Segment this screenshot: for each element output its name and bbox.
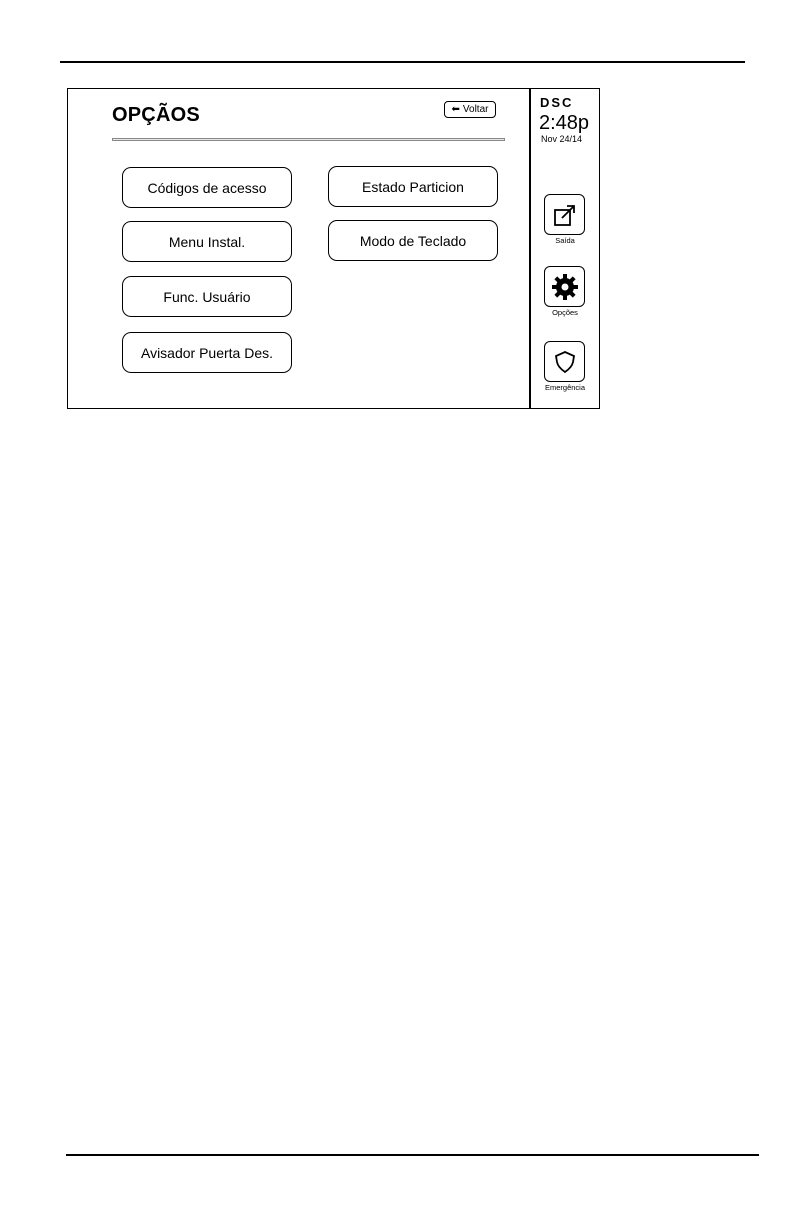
page-bottom-rule <box>66 1154 759 1156</box>
back-button[interactable] <box>444 101 496 118</box>
access-codes-button[interactable]: Códigos de acesso <box>122 167 292 208</box>
exit-icon <box>552 202 578 228</box>
user-functions-button[interactable]: Func. Usuário <box>122 276 292 317</box>
shield-icon <box>552 349 578 375</box>
title-divider <box>112 138 505 141</box>
exit-label: Saída <box>555 236 575 245</box>
options-button[interactable] <box>544 266 585 307</box>
emergency-button[interactable] <box>544 341 585 382</box>
clock: 2:48p <box>539 112 590 134</box>
page-top-rule <box>60 61 745 63</box>
partition-status-button[interactable]: Estado Particion <box>328 166 498 207</box>
options-label: Opções <box>552 308 578 317</box>
installer-menu-button[interactable]: Menu Instal. <box>122 221 292 262</box>
keypad-screen <box>67 88 600 409</box>
back-arrow-icon: ⬅ <box>451 103 460 115</box>
door-chime-button[interactable]: Avisador Puerta Des. <box>122 332 292 373</box>
sidebar-divider <box>529 89 531 408</box>
gear-icon <box>551 273 579 301</box>
exit-button[interactable] <box>544 194 585 235</box>
back-button-label: Voltar <box>462 104 489 115</box>
page-title: OPÇÃOS <box>112 104 200 126</box>
date: Nov 24/14 <box>541 134 583 144</box>
brand-logo: DSC <box>540 95 574 110</box>
emergency-label: Emergência <box>544 383 586 392</box>
keypad-mode-button[interactable]: Modo de Teclado <box>328 220 498 261</box>
